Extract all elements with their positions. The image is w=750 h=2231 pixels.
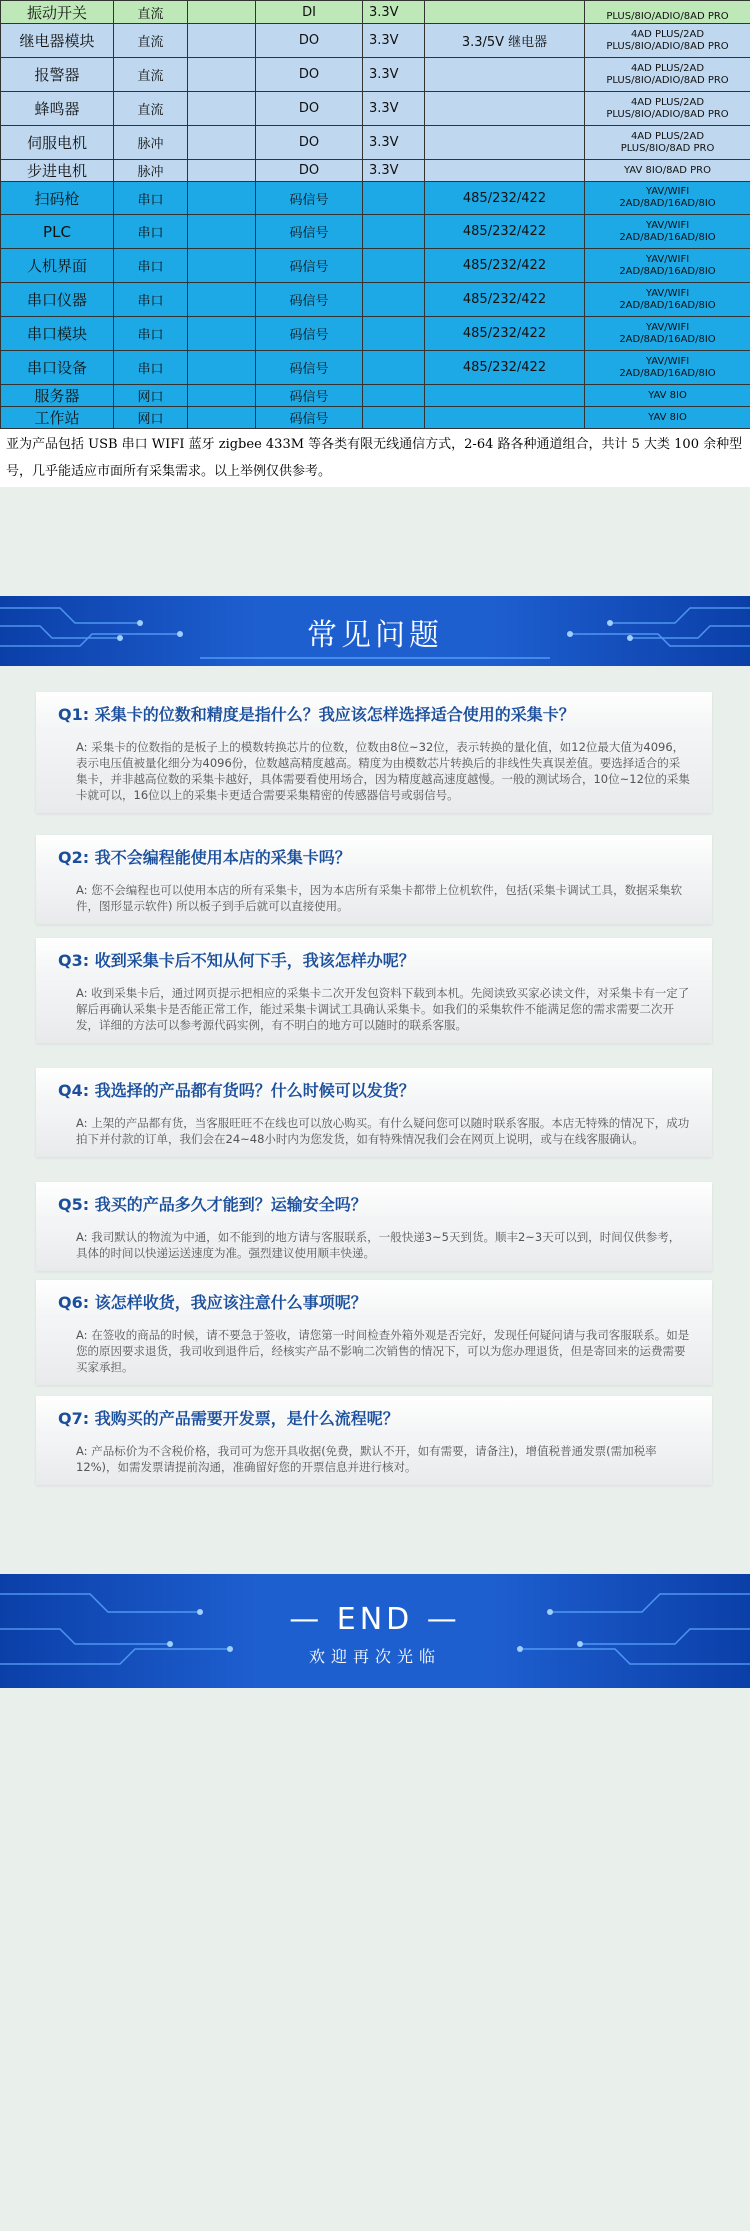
cell-voltage	[363, 317, 425, 351]
cell-rs	[425, 92, 585, 126]
cell-product: PLUS/8IO/ADIO/8AD PRO	[585, 1, 750, 24]
product-line: 4AD PLUS/2AD	[630, 28, 705, 40]
cell-io: 码信号	[256, 283, 363, 317]
spec-table	[0, 0, 750, 429]
product-line: YAV/WIFI	[645, 321, 690, 333]
cell-voltage: 3.3V	[363, 58, 425, 92]
cell-rs: 485/232/422	[425, 215, 585, 249]
cell-io: DO	[256, 160, 363, 182]
faq-answer: A: 收到采集卡后，通过网页提示把相应的采集卡二次开发包资料下载到本机。先阅读致买家必读文件，对采集卡有一定了解后再确认采集卡是否能正常工作，能过采集卡调试工具确认采集卡。如我们的采集软件不能满足您的需求需要二次开发，详细的方法可以参考源代码实例，有不明白的地方可以随时的联系客服。	[36, 977, 712, 1043]
faq-question: Q3: 收到采集卡后不知从何下手，我该怎样办呢？	[36, 938, 712, 977]
cell-name: 串口模块	[1, 317, 114, 351]
product-line: YAV 8IO	[648, 411, 687, 423]
cell-col3	[188, 24, 256, 58]
product-line: YAV 8IO/8AD PRO	[623, 164, 712, 176]
cell-col3	[188, 283, 256, 317]
cell-name: 串口仪器	[1, 283, 114, 317]
cell-type: 直流	[114, 58, 188, 92]
cell-voltage: 3.3V	[363, 126, 425, 160]
cell-io: 码信号	[256, 407, 363, 429]
product-line: 2AD/8AD/16AD/8IO	[619, 299, 716, 311]
cell-voltage	[363, 351, 425, 385]
cell-rs	[425, 160, 585, 182]
cell-col3	[188, 182, 256, 215]
cell-col3	[188, 407, 256, 429]
cell-name: 扫码枪	[1, 182, 114, 215]
faq-question: Q6: 该怎样收货，我应该注意什么事项呢？	[36, 1280, 712, 1319]
faq-answer: A: 上架的产品都有货，当客服旺旺不在线也可以放心购买。有什么疑问您可以随时联系客服。本店无特殊的情况下，成功拍下并付款的订单，我们会在24~48小时内为您发货，如有特殊情况我们会在网页上说明，或与在线客服确认。	[36, 1107, 712, 1157]
product-line: 2AD/8AD/16AD/8IO	[619, 333, 716, 345]
cell-type: 串口	[114, 351, 188, 385]
cell-product	[585, 385, 750, 407]
cell-rs	[425, 385, 585, 407]
end-title: — END —	[289, 1602, 461, 1637]
cell-voltage	[363, 283, 425, 317]
cell-col3	[188, 58, 256, 92]
cell-type: 串口	[114, 182, 188, 215]
cell-col3	[188, 1, 256, 24]
faq-item	[36, 835, 712, 924]
cell-type: 串口	[114, 317, 188, 351]
cell-voltage: 3.3V	[363, 24, 425, 58]
cell-type: 直流	[114, 1, 188, 24]
cell-voltage	[363, 249, 425, 283]
table-row	[1, 24, 750, 58]
faq-banner-title: 常见问题	[307, 618, 443, 653]
cell-type: 串口	[114, 283, 188, 317]
cell-col3	[188, 215, 256, 249]
cell-rs: 485/232/422	[425, 283, 585, 317]
cell-voltage	[363, 385, 425, 407]
cell-name: PLC	[1, 215, 114, 249]
product-line: PLUS/8IO/ADIO/8AD PRO	[606, 74, 729, 86]
cell-col3	[188, 385, 256, 407]
table-row	[1, 215, 750, 249]
faq-answer: A: 产品标价为不含税价格，我司可为您开具收据(免费，默认不开，如有需要，请备注)，增值税普通发票(需加税率12%)，如需发票请提前沟通，准确留好您的开票信息并进行核对。	[36, 1435, 712, 1485]
product-line: YAV/WIFI	[645, 253, 690, 265]
cell-io: DO	[256, 58, 363, 92]
cell-product	[585, 92, 750, 126]
table-row	[1, 317, 750, 351]
product-line: 2AD/8AD/16AD/8IO	[619, 367, 716, 379]
cell-io: 码信号	[256, 385, 363, 407]
cell-product	[585, 182, 750, 215]
cell-product	[585, 351, 750, 385]
cell-name: 串口设备	[1, 351, 114, 385]
cell-io: DO	[256, 92, 363, 126]
cell-name: 伺服电机	[1, 126, 114, 160]
cell-col3	[188, 92, 256, 126]
cell-name: 人机界面	[1, 249, 114, 283]
cell-name: 报警器	[1, 58, 114, 92]
faq-item	[36, 1396, 712, 1485]
cell-voltage: 3.3V	[363, 160, 425, 182]
product-line: YAV/WIFI	[645, 186, 690, 197]
cell-product	[585, 58, 750, 92]
cell-product	[585, 407, 750, 429]
cell-io: DI	[256, 1, 363, 24]
table-row	[1, 126, 750, 160]
cell-col3	[188, 249, 256, 283]
cell-col3	[188, 351, 256, 385]
cell-io: DO	[256, 24, 363, 58]
faq-answer: A: 我司默认的物流为中通，如不能到的地方请与客服联系，一般快递3~5天到货。顺丰2~3天可以到，时间仅供参考，具体的时间以快递运送速度为准。强烈建议使用顺丰快递。	[36, 1221, 712, 1271]
cell-rs	[425, 58, 585, 92]
cell-col3	[188, 317, 256, 351]
cell-io: DO	[256, 126, 363, 160]
cell-product	[585, 24, 750, 58]
cell-rs: 3.3/5V 继电器	[425, 24, 585, 58]
cell-col3	[188, 126, 256, 160]
table-row	[1, 58, 750, 92]
product-line: 4AD PLUS/2AD	[630, 96, 705, 108]
cell-product	[585, 215, 750, 249]
product-line: PLUS/8IO/ADIO/8AD PRO	[606, 108, 729, 120]
faq-question: Q2: 我不会编程能使用本店的采集卡吗？	[36, 835, 712, 874]
cell-io: 码信号	[256, 351, 363, 385]
cell-name: 蜂鸣器	[1, 92, 114, 126]
cell-col3	[188, 160, 256, 182]
faq-question: Q1: 采集卡的位数和精度是指什么？我应该怎样选择适合使用的采集卡？	[36, 692, 712, 731]
cell-rs: 485/232/422	[425, 317, 585, 351]
product-note: 亚为产品包括 USB 串口 WIFI 蓝牙 zigbee 433M 等各类有限无线通信方式，2-64 路各种通道组合，共计 5 大类 100 余种型号，几乎能适应市面所有采集需求。以上举例仅供参考。	[0, 429, 750, 487]
cell-product	[585, 283, 750, 317]
cell-type: 网口	[114, 385, 188, 407]
faq-answer: A: 在签收的商品的时候，请不要急于签收，请您第一时间检查外箱外观是否完好，发现任何疑问请与我司客服联系。如是您的原因要求退货，我司收到退件后，经核实产品不影响二次销售的情况下，可以为您办理退货，但是寄回来的运费需要买家承担。	[36, 1319, 712, 1385]
faq-question: Q5: 我买的产品多久才能到？运输安全吗？	[36, 1182, 712, 1221]
cell-product	[585, 249, 750, 283]
faq-item	[36, 938, 712, 1043]
table-row	[1, 283, 750, 317]
table-row	[1, 92, 750, 126]
cell-rs: 485/232/422	[425, 182, 585, 215]
product-line: YAV/WIFI	[645, 287, 690, 299]
spec-table-section	[0, 0, 750, 487]
product-line: PLUS/8IO/8AD PRO	[620, 142, 715, 154]
cell-io: 码信号	[256, 317, 363, 351]
cell-name: 继电器模块	[1, 24, 114, 58]
product-line: YAV/WIFI	[645, 219, 690, 231]
cell-type: 直流	[114, 24, 188, 58]
cell-name: 步进电机	[1, 160, 114, 182]
faq-answer: A: 采集卡的位数指的是板子上的模数转换芯片的位数，位数由8位~32位，表示转换的量化值，如12位最大值为4096，表示电压值被量化细分为4096份，位数越高精度越高。精度为由模数芯片转换后的非线性失真误差值。要选择适合的采集卡，并非越高位数的采集卡越好，具体需要看使用场合，因为精度越高速度越慢。一般的测试场合，10位~12位的采集卡就可以，16位以上的采集卡更适合需要采集精密的传感器信号或弱信号。	[36, 731, 712, 813]
cell-voltage: 3.3V	[363, 1, 425, 24]
table-row	[1, 385, 750, 407]
cell-voltage: 3.3V	[363, 92, 425, 126]
cell-name: 振动开关	[1, 1, 114, 24]
cell-type: 串口	[114, 249, 188, 283]
product-line: 4AD PLUS/2AD	[630, 62, 705, 74]
product-line: YAV/WIFI	[645, 355, 690, 367]
end-banner	[0, 1574, 750, 1688]
cell-type: 网口	[114, 407, 188, 429]
cell-rs	[425, 126, 585, 160]
faq-item	[36, 1068, 712, 1157]
product-line: 2AD/8AD/16AD/8IO	[619, 231, 716, 243]
product-line: PLUS/8IO/ADIO/8AD PRO	[606, 40, 729, 52]
cell-type: 直流	[114, 92, 188, 126]
cell-type: 脉冲	[114, 126, 188, 160]
cell-voltage	[363, 215, 425, 249]
cell-io: 码信号	[256, 249, 363, 283]
cell-voltage	[363, 407, 425, 429]
faq-answer: A: 您不会编程也可以使用本店的所有采集卡，因为本店所有采集卡都带上位机软件，包括(采集卡调试工具，数据采集软件，图形显示软件) 所以板子到手后就可以直接使用。	[36, 874, 712, 924]
faq-item	[36, 692, 712, 813]
end-subtitle: 欢迎再次光临	[308, 1647, 441, 1666]
cell-type: 脉冲	[114, 160, 188, 182]
product-line: 4AD PLUS/2AD	[630, 130, 705, 142]
cell-voltage	[363, 182, 425, 215]
faq-item	[36, 1182, 712, 1271]
cell-name: 服务器	[1, 385, 114, 407]
table-row	[1, 1, 750, 24]
faq-question: Q7: 我购买的产品需要开发票，是什么流程呢？	[36, 1396, 712, 1435]
cell-io: 码信号	[256, 182, 363, 215]
product-line: YAV 8IO	[648, 389, 687, 401]
table-row	[1, 160, 750, 182]
cell-product	[585, 160, 750, 182]
table-row	[1, 407, 750, 429]
table-row	[1, 182, 750, 215]
table-row	[1, 249, 750, 283]
cell-rs: 485/232/422	[425, 249, 585, 283]
cell-rs: 485/232/422	[425, 351, 585, 385]
product-line: 2AD/8AD/16AD/8IO	[619, 265, 716, 277]
table-row	[1, 351, 750, 385]
cell-type: 串口	[114, 215, 188, 249]
cell-product	[585, 317, 750, 351]
cell-name: 工作站	[1, 407, 114, 429]
faq-question: Q4: 我选择的产品都有货吗？什么时候可以发货？	[36, 1068, 712, 1107]
faq-banner	[0, 596, 750, 666]
cell-rs	[425, 407, 585, 429]
cell-product	[585, 126, 750, 160]
cell-io: 码信号	[256, 215, 363, 249]
faq-item	[36, 1280, 712, 1385]
cell-rs	[425, 1, 585, 24]
product-line: 2AD/8AD/16AD/8IO	[619, 198, 716, 209]
